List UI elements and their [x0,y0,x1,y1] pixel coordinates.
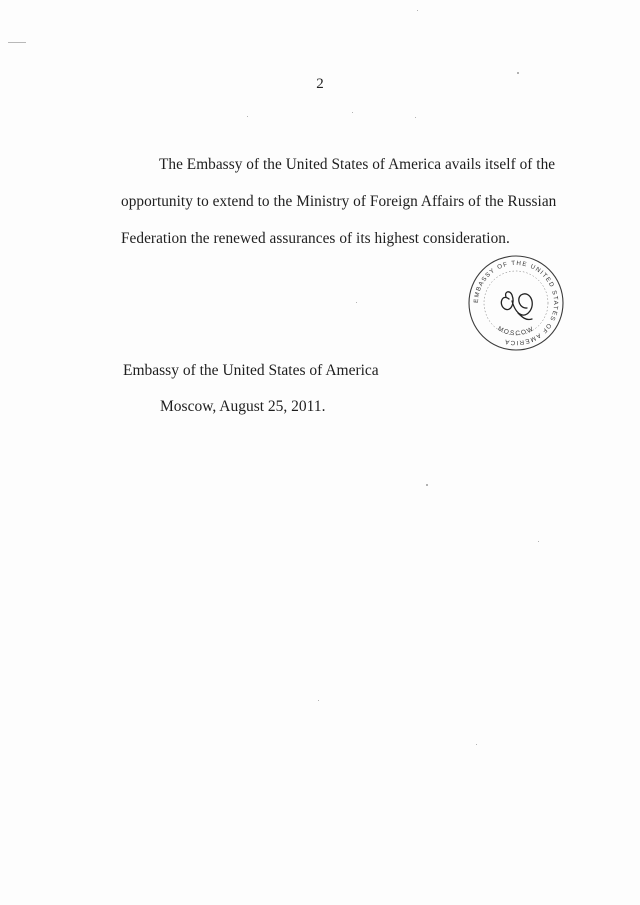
seal-bottom-text: MOSCOW [496,325,536,338]
body-line-3: Federation the renewed assurances of its highest consideration. [121,230,510,247]
place-date-line: Moscow, August 25, 2011. [160,398,326,415]
scan-speck [517,72,519,74]
scan-speck [476,744,477,745]
body-line-2: opportunity to extend to the Ministry of Foreign Affairs of the Russian [121,193,557,210]
body-line-1: The Embassy of the United States of America avails itself of the [159,156,556,173]
scan-speck [247,116,248,117]
scan-speck [318,700,319,701]
scan-speck [356,302,357,303]
signature-initials-icon [501,292,532,320]
page-number: 2 [316,76,324,92]
sender-line: Embassy of the United States of America [123,362,379,379]
embassy-seal-stamp [466,253,566,353]
scan-speck [417,10,418,11]
scan-speck [352,112,353,113]
scan-speck [426,484,428,486]
seal-ring-text: EMBASSY OF THE UNITED STATES OF AMERICA [472,259,560,347]
scan-speck [415,117,416,118]
scan-speck [538,541,539,542]
scan-mark [8,42,26,43]
